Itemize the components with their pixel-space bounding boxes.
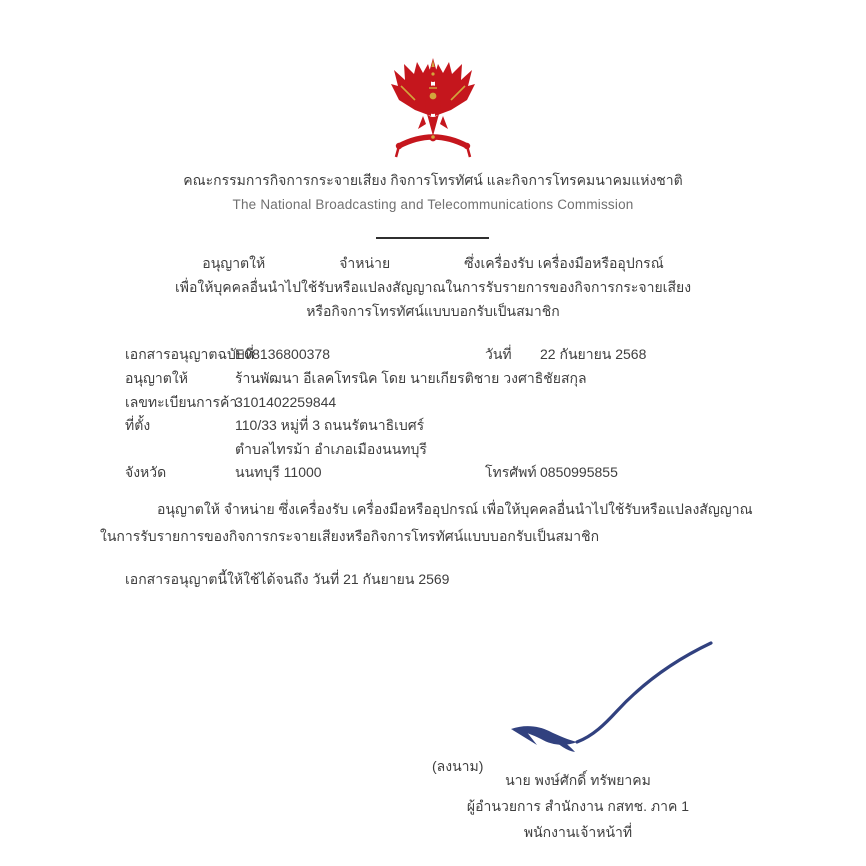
field-value-address-line1: 110/33 หมู่ที่ 3 ถนนรัตนาธิเบศร์ (235, 417, 425, 433)
signature-ink (495, 635, 720, 760)
intro-part-equipment: ซึ่งเครื่องรับ เครื่องมือหรืออุปกรณ์ (464, 255, 664, 271)
signer-name: นาย พงษ์ศักดิ์ ทรัพยาคม (505, 772, 651, 788)
field-value-doc-no: E08136800378 (235, 346, 330, 362)
field-value-phone: 0850995855 (540, 464, 618, 480)
field-value-address-line2: ตำบลไทรม้า อำเภอเมืองนนทบุรี (235, 441, 427, 457)
field-label-province: จังหวัด (125, 464, 167, 480)
header-divider (376, 237, 489, 239)
permit-intro-line2: เพื่อให้บุคคลอื่นนำไปใช้รับหรือแปลงสัญญาณในการรับรายการของกิจการกระจายเสียง (174, 279, 692, 295)
org-name-english: The National Broadcasting and Telecommunications Commission (232, 197, 634, 212)
permit-intro-line3: หรือกิจการโทรทัศน์แบบบอกรับเป็นสมาชิก (306, 303, 560, 319)
field-label-trade-reg: เลขทะเบียนการค้า (125, 394, 238, 410)
field-label-address: ที่ตั้ง (125, 417, 151, 433)
field-label-date: วันที่ (485, 346, 512, 362)
org-name-thai: คณะกรรมการกิจการกระจายเสียง กิจการโทรทัศน์ และกิจการโทรคมนาคมแห่งชาติ (183, 172, 683, 188)
signature-label: (ลงนาม) (432, 758, 484, 774)
intro-part-licensed-to: อนุญาตให้ (202, 255, 266, 271)
permit-intro-line1 (0, 253, 866, 273)
body-paragraph: อนุญาตให้ จำหน่าย ซึ่งเครื่องรับ เครื่องมือหรืออุปกรณ์ เพื่อให้บุคคลอื่นนำไปใช้รับหรือแปลงสัญญาณในการรับรายการของกิจการกระจายเสียงหรือกิจการโทรทัศน์แบบบอกรับเป็นสมาชิก (100, 501, 753, 544)
intro-part-action: จำหน่าย (339, 255, 391, 271)
field-label-phone: โทรศัพท์ (485, 464, 537, 480)
field-value-date: 22 กันยายน 2568 (540, 346, 647, 362)
signer-title: ผู้อำนวยการ สำนักงาน กสทช. ภาค 1 (466, 798, 690, 814)
garuda-emblem (385, 58, 481, 164)
field-value-licensee: ร้านพัฒนา อีเลคโทรนิค โดย นายเกียรติชาย วงศาธิชัยสกุล (235, 370, 587, 386)
field-label-doc-no: เอกสารอนุญาตฉบับที่ (125, 346, 254, 362)
field-value-trade-reg: 3101402259844 (235, 394, 337, 410)
field-label-licensee: อนุญาตให้ (125, 370, 188, 386)
validity-line: เอกสารอนุญาตนี้ให้ใช้ได้จนถึง วันที่ 21 กันยายน 2569 (125, 571, 450, 587)
signer-role: พนักงานเจ้าหน้าที่ (523, 824, 633, 840)
field-value-province: นนทบุรี 11000 (235, 464, 322, 480)
